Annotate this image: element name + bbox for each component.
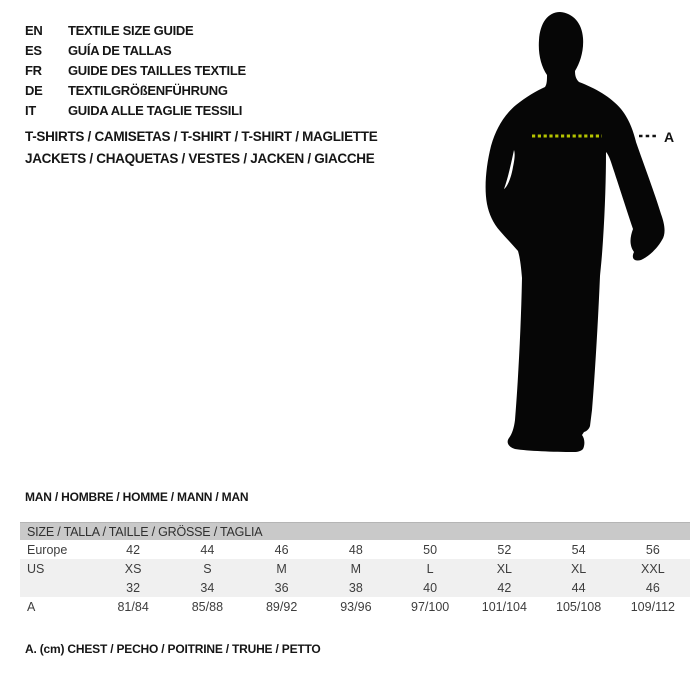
size-cell: 46 — [645, 580, 660, 595]
size-cell: 101/104 — [481, 599, 527, 614]
size-cell: 40 — [423, 580, 438, 595]
language-code: IT — [25, 102, 36, 118]
size-cell: M — [276, 561, 287, 576]
size-cell: 93/96 — [340, 599, 372, 614]
table-row-chest — [20, 597, 690, 616]
size-cell: 34 — [200, 580, 215, 595]
size-cell: 42 — [497, 580, 512, 595]
size-cell: 46 — [274, 542, 289, 557]
category-line-tshirts: T-SHIRTS / CAMISETAS / T-SHIRT / T-SHIRT / MAGLIETTE — [25, 129, 378, 144]
size-cell: 54 — [571, 542, 586, 557]
size-cell: 42 — [126, 542, 141, 557]
size-cell: 105/108 — [556, 599, 602, 614]
language-code: ES — [25, 42, 42, 58]
size-cell: M — [350, 561, 362, 576]
table-row-us-numbers — [20, 578, 690, 597]
language-title: TEXTILGRÖßENFÜHRUNG — [68, 82, 228, 98]
language-row — [25, 80, 246, 100]
size-cell: XL — [496, 561, 513, 576]
language-code: FR — [25, 62, 42, 78]
size-cell: 36 — [274, 580, 289, 595]
size-cell: XS — [124, 561, 142, 576]
language-row — [25, 60, 246, 80]
language-title: GUIDE DES TAILLES TEXTILE — [68, 62, 246, 78]
size-cell: 56 — [645, 542, 660, 557]
category-list — [25, 126, 377, 169]
language-title: GUÍA DE TALLAS — [68, 42, 172, 58]
size-cell: 44 — [571, 580, 586, 595]
size-cell: S — [203, 561, 212, 576]
category-line-jackets: JACKETS / CHAQUETAS / VESTES / JACKEN / GIACCHE — [25, 150, 375, 166]
size-cell: XXL — [641, 561, 665, 576]
language-code: DE — [25, 82, 43, 98]
row-label: A — [27, 599, 36, 614]
size-cell: 89/92 — [265, 599, 298, 614]
size-cell: 85/88 — [191, 599, 224, 614]
size-cell: XL — [570, 561, 587, 576]
size-table — [20, 522, 690, 616]
table-row-us-letters — [20, 559, 690, 578]
man-silhouette — [486, 12, 665, 452]
language-list — [25, 20, 246, 120]
size-cell: 32 — [126, 580, 141, 595]
size-cell: 48 — [348, 542, 363, 557]
size-cell: 109/112 — [630, 599, 675, 614]
size-cell: 97/100 — [411, 599, 450, 614]
language-row — [25, 20, 246, 40]
man-silhouette-svg — [478, 8, 688, 456]
size-cell: 81/84 — [117, 599, 149, 614]
size-table-header: SIZE / TALLA / TAILLE / GRÖSSE / TAGLIA — [20, 522, 690, 540]
language-title: GUIDA ALLE TAGLIE TESSILI — [68, 102, 243, 118]
row-label: Europe — [27, 542, 68, 557]
size-cell: L — [426, 561, 434, 576]
size-cell: 38 — [348, 580, 363, 595]
language-row — [25, 100, 246, 120]
language-title: TEXTILE SIZE GUIDE — [68, 22, 194, 38]
size-cell: 44 — [200, 542, 215, 557]
man-silhouette-figure — [478, 8, 688, 456]
gender-heading: MAN / HOMBRE / HOMME / MANN / MAN — [25, 490, 249, 504]
language-code: EN — [25, 22, 43, 38]
size-cell: 52 — [497, 542, 512, 557]
language-row — [25, 40, 246, 60]
size-cell: 50 — [423, 542, 438, 557]
table-row-europe — [20, 540, 690, 559]
measurement-footnote: A. (cm) CHEST / PECHO / POITRINE / TRUHE / PETTO — [25, 642, 321, 656]
marker-label: A — [664, 129, 675, 145]
row-label: US — [27, 561, 45, 576]
